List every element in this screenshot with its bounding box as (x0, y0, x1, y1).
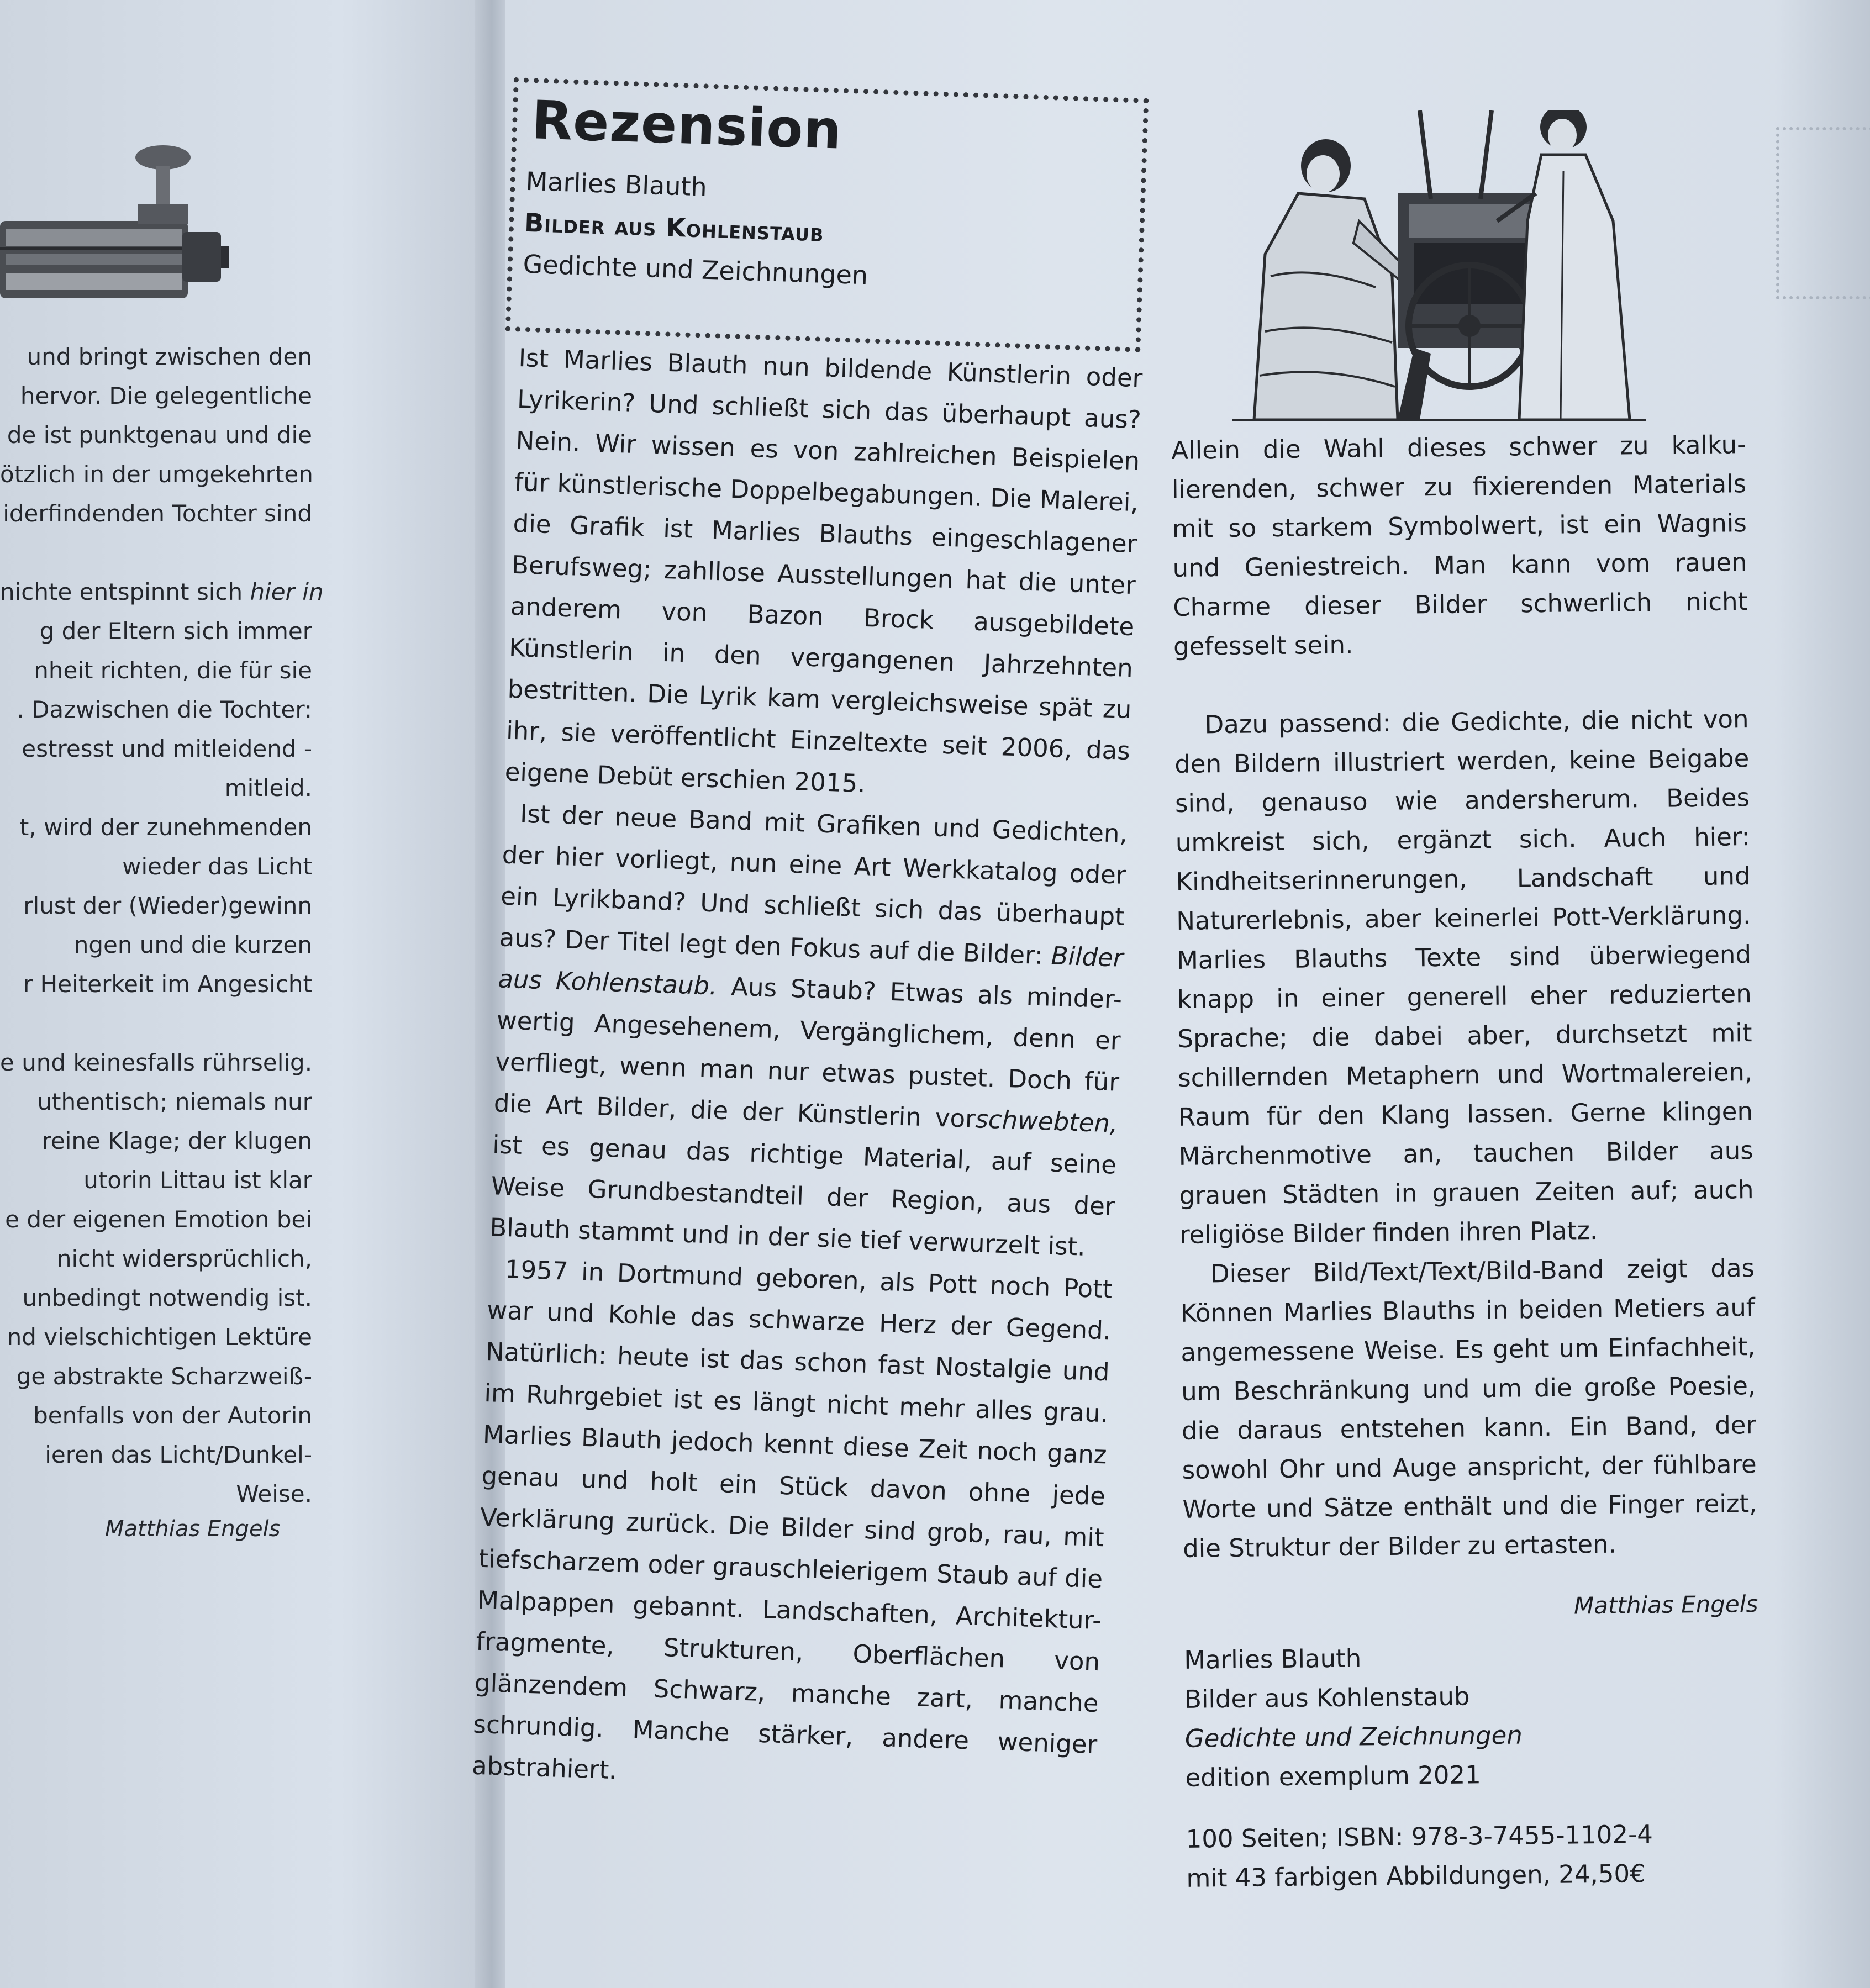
text-line: hervor. Die gelegentliche (20, 382, 312, 409)
paragraph: Dazu passend: die Gedichte, die nicht von den Bildern illustriert werden, keine Beigabe sind, genauso wie andersherum. Beides umkreist sich, ergänzt sich. Auch hier: Kindheitserinnerungen, Landschaft und Naturerlebnis, aber keinerlei Pott-Verklärung. Marlies Blauths Texte sind überwiegend knapp in einer generell eher reduzierten Sprache; die dabei aber, durchsetzt mit schillernden Metaphern und Wortmalereien, Raum für den Klang lassen. Gerne klingen Märchenmotive an, tauchen Bilder aus grauen Städten in grauen Zeiten auf; auch religiöse Bilder finden ihren Platz. (1174, 704, 1754, 1249)
paragraph-text: ist es genau das richtige Material, auf seine Weise Grundbestandteil der Region, aus der Blauth stammt und in der sie tief verwurzelt ist. (489, 1130, 1117, 1262)
book-info-author: Marlies Blauth (1184, 1643, 1362, 1675)
paragraph: 1957 in Dortmund geboren, als Pott noch Pott war und Kohle das schwarze Herz der Gegend. Natürlich: heute ist das schon fast Nostalgie und im Ruhrgebiet ist es längt nicht mehr alles grau. Marlies Blauth jedoch kennt diese Zeit noch ganz genau und holt ein Stück davon ohne jede Verklärung zurück. Die Bilder sind grob, rau, mit tiefscharzem oder grauschleierigem Staub auf die Malpappen gebannt. Landschaften, Architektur-fragmente, Strukturen, Oberflächen von glänzendem Schwarz, manche zart, manche schrundig. Manche stärker, andere weniger abstrahiert. (471, 1254, 1113, 1785)
text-line: mitleid. (224, 774, 312, 801)
emphasis: schwebten, (974, 1104, 1119, 1138)
text-line: . Dazwischen die Tochter: (17, 696, 312, 723)
text-line-gap (0, 533, 312, 572)
text-line: ge abstrakte Scharzweiß- (16, 1363, 312, 1390)
paragraph: Dieser Bild/Text/Text/Bild-Band zeigt das Können Marlies Blauths in beiden Metiers auf angemessene Weise. Es geht um Einfachheit, um Beschränkung und um die große Poesie, die daraus entstehen kann. Ein Band, der sowohl Ohr und Auge anspricht, der fühlbare Worte und Sätze enthält und die Finger reizt, die Struktur der Bilder zu ertasten. (1180, 1253, 1757, 1563)
heading-subtitle: Gedichte und Zeichnungen (522, 249, 868, 291)
text-line: ieren das Licht/Dunkel- (45, 1441, 312, 1468)
book-info-publisher: edition exemplum 2021 (1185, 1760, 1481, 1792)
book-info-extras: mit 43 farbigen Abbildungen, 24,50€ (1186, 1859, 1646, 1893)
paragraph-text: Ist der neue Band mit Grafiken und Gedichten, der hier vorliegt, nun eine Art Werkkatalog oder ein Lyrikband? Und schließt sich das überhaupt aus? Der Titel legt den Fokus auf die Bilder: (499, 799, 1128, 971)
text-line: und bringt zwischen den (27, 343, 312, 370)
text-line: nd vielschichtigen Lektüre (7, 1323, 312, 1351)
paragraph-gap (1173, 660, 1748, 705)
text-line: g der Eltern sich immer (39, 618, 312, 645)
text-line: e der eigenen Emotion bei (5, 1206, 312, 1233)
text-line: nichte entspinnt sich hier in (0, 578, 324, 605)
paragraph: Allein die Wahl dieses schwer zu kalku-lierenden, schwer zu fixierenden Materials mit so starkem Symbolwert, ist ein Wagnis und Geniestreich. Man kann vom rauen Charme dieser Bilder schwerlich nicht gefesselt sein. (1171, 430, 1748, 661)
book-info (1184, 1634, 1760, 1797)
text-line: unbedingt notwendig ist. (22, 1284, 312, 1311)
text-line: e und keinesfalls rührselig. (0, 1049, 313, 1076)
paragraph (489, 793, 1128, 1269)
text-line: reine Klage; der klugen (41, 1127, 312, 1154)
text-line: Weise. (236, 1480, 312, 1507)
show-through-box (1776, 127, 1870, 299)
vintage-machine-icon (0, 144, 232, 309)
text-line: nheit richten, die für sie (34, 657, 312, 684)
paragraph: Ist Marlies Blauth nun bildende Künstlerin oder Lyrikerin? Und schließt sich das überhaupt aus? Nein. Wir wissen es von zahlreichen Beispielen für künstlerische Doppelbegabungen. Die Malerei, die Grafik ist Marlies Blauths eingeschlagener Berufsweg; zahllose Ausstellungen hat die unter anderem von Bazon Brock ausgebildete Künstlerin in den vergangenen Jahrzehnten bestritten. Die Lyrik kam vergleichsweise spät zu ihr, sie veröffentlicht Einzeltexte seit 2006, das eigene Debüt erschien 2015. (504, 342, 1144, 799)
text-line: t, wird der zunehmenden (19, 814, 312, 841)
text-line: ngen und die kurzen (73, 931, 312, 958)
text-line: utorin Littau ist klar (83, 1167, 312, 1194)
book-info-title: Bilder aus Kohlenstaub (1184, 1681, 1470, 1714)
middle-column-text (471, 337, 1143, 1807)
right-column-text (1171, 425, 1761, 1898)
text-line: iderfindenden Tochter sind (3, 500, 312, 527)
book-details (1186, 1813, 1761, 1898)
left-signature: Matthias Engels (105, 1516, 281, 1542)
book-info-subtitle: Gedichte und Zeichnungen (1184, 1720, 1523, 1753)
right-signature: Matthias Engels (1573, 1590, 1758, 1620)
book-title-emphasis: Bilder aus Kohlenstaub. (497, 941, 1124, 1001)
text-line: nicht widersprüchlich, (56, 1245, 312, 1272)
text-line: de ist punktgenau und die (7, 421, 312, 449)
text-line: ötzlich in der umgekehrten (0, 461, 313, 488)
heading-book-title: Bilder aus Kohlenstaub (524, 207, 825, 247)
text-line-gap (0, 1004, 312, 1043)
left-column-text (0, 337, 324, 1514)
book-info-details: 100 Seiten; ISBN: 978-3-7455-1102-4 (1186, 1820, 1653, 1854)
text-line: uthentisch; niemals nur (37, 1088, 312, 1115)
paragraph-text: Aus Staub? Etwas als minder-wertig Angesehenem, Vergänglichem, denn er verfliegt, wenn man nur etwas pustet. Doch für die Art Bilder, die der Künstlerin vor (493, 971, 1123, 1134)
text-line: r Heiterkeit im Angesicht (23, 971, 312, 998)
review-heading-box (505, 77, 1149, 352)
review-label: Rezension (530, 89, 843, 161)
printing-press-women-illustration (1232, 110, 1646, 425)
heading-author: Marlies Blauth (525, 166, 708, 202)
text-line: rlust der (Wieder)gewinn (23, 892, 312, 919)
text-line: benfalls von der Autorin (33, 1402, 312, 1429)
text-line: wieder das Licht (122, 853, 312, 880)
text-line: estresst und mitleidend - (22, 735, 312, 762)
